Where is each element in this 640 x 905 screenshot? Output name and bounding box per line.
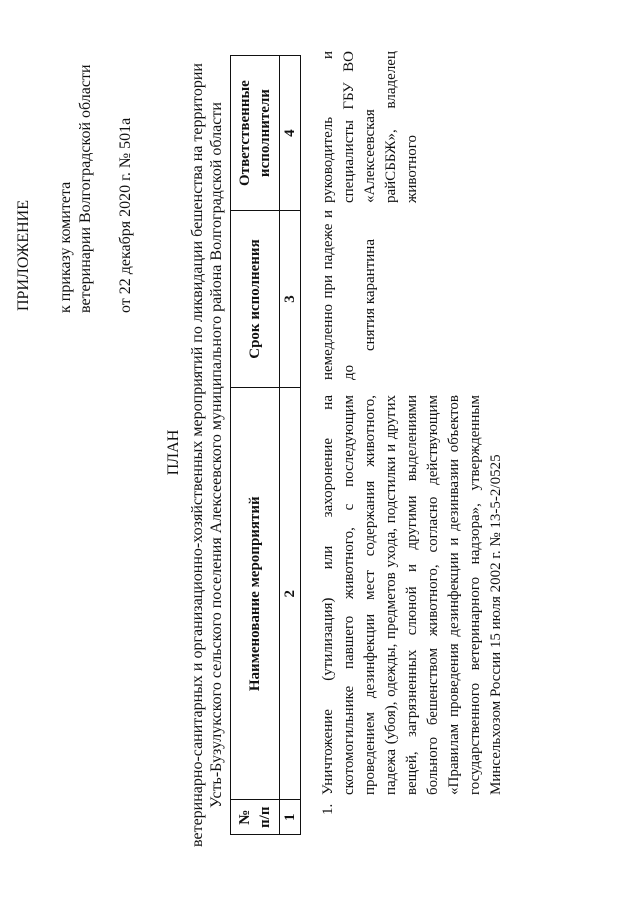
column-number-1: 1	[280, 800, 301, 835]
appendix-title: ПРИЛОЖЕНИЕ	[15, 199, 32, 311]
column-number-4: 4	[280, 56, 301, 211]
header-deadline: Срок исполнения	[231, 211, 280, 388]
row-measure: Уничтожение (утилизация) или захоронение на скотомогильнике павшего животного, с последующим проведением дезинфекции мест содержания животного, падежа (убоя), одежды, предметов ухода, подстилки и других вещей, загрязненных слюной и другими выделениями больного бешенством животного, согласно действующим «Правилам проведения дезинфекции и дезинвазии объектов государственного ветеринарного надзора», утвержденным Минсельхозом России 15 июля 2002 г. № 13-5-2/0525	[320, 395, 504, 795]
row-responsible: руководитель и специалисты ГБУ ВО «Алексеевская райСББЖ», владелец животного	[320, 51, 420, 203]
plan-title: ПЛАН	[165, 429, 182, 476]
row-deadline-line-1: немедленно при падеже и до	[320, 210, 357, 380]
column-number-2: 2	[280, 387, 301, 800]
header-number: № п/п	[231, 800, 280, 835]
appendix-block	[14, 13, 136, 313]
header-responsible: Ответственные исполнители	[231, 56, 280, 211]
appendix-line-2: ветеринарии Волгоградской области	[77, 64, 94, 313]
header-measures: Наименование мероприятий	[231, 387, 280, 800]
column-number-3: 3	[280, 211, 301, 388]
row-deadline-line-2: снятия карантина	[362, 239, 378, 351]
row-number: 1.	[320, 803, 336, 815]
plan-table-header	[230, 55, 301, 835]
appendix-date: от 22 декабря 2020 г. № 501а	[117, 117, 134, 313]
row-deadline	[318, 210, 381, 380]
plan-subtitle: ветеринарно-санитарных и организационно-хозяйственных мероприятий по ликвидации бешенства на территории Усть-Бузулукского сельского поселения Алексеевского муниципального района Волгоградской области	[189, 63, 225, 847]
appendix-line-1: к приказу комитета	[57, 181, 74, 313]
